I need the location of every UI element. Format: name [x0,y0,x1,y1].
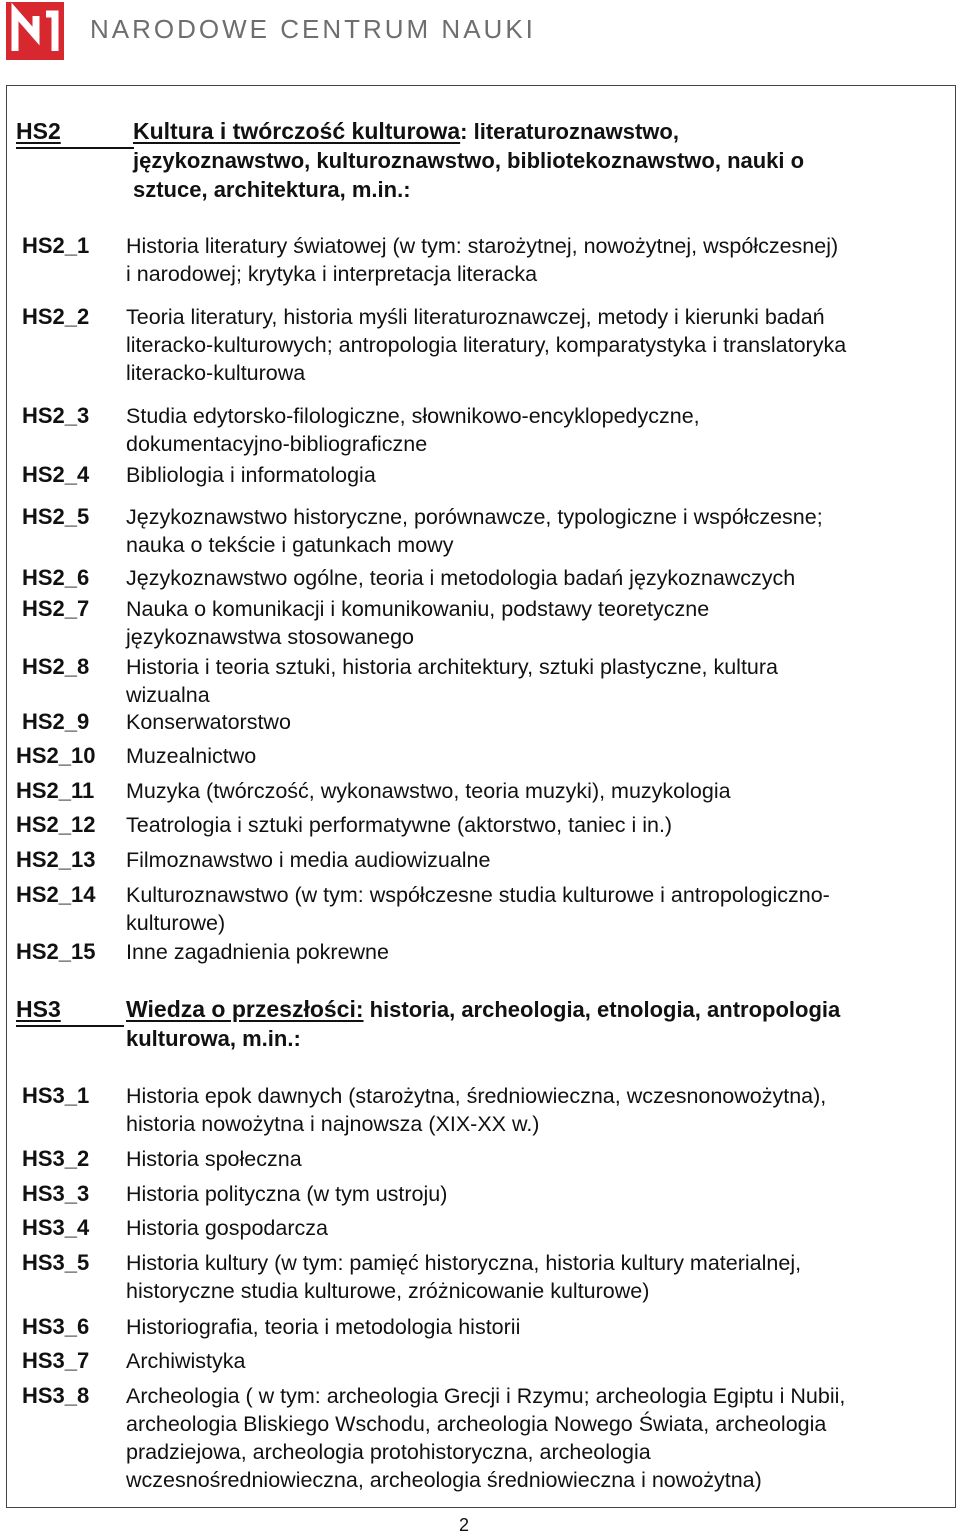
item-code: HS3_1 [22,1083,90,1108]
item-description: Historia literatury światowej (w tym: starożytnej, nowożytnej, współczesnej) i narodowej; krytyka i interpretacja literacka [126,234,839,286]
item-code: HS2_12 [16,812,96,837]
item-description: Historia kultury (w tym: pamięć historyczna, historia kultury materialnej, historyczne studia kulturowe, zróżnicowanie kulturowe) [126,1251,802,1303]
section-title-rest: historia, archeologia, etnologia, antropologia kulturowa, m.in.: [126,997,841,1051]
item-code: HS3_2 [22,1146,90,1171]
item-code: HS2_11 [16,778,95,803]
item-description: Inne zagadnienia pokrewne [126,940,389,964]
section-title [133,117,933,204]
section-title-rest: : literaturoznawstwo, językoznawstwo, kulturoznawstwo, bibliotekoznawstwo, nauki o sztuce, architektura, m.in.: [133,119,805,202]
ncn-logo-icon [6,2,64,60]
section-title [126,995,926,1053]
page-header [0,0,960,70]
item-description: Kulturoznawstwo (w tym: współczesne studia kulturowe i antropologiczno- kulturowe) [126,883,830,935]
item-code: HS2_4 [22,462,90,487]
item-code: HS2_9 [22,709,90,734]
section-title-head: Kultura i twórczość kulturowa [133,118,461,144]
item-description: Filmoznawstwo i media audiowizualne [126,848,491,872]
organization-name: NARODOWE CENTRUM NAUKI [90,14,536,44]
section-title-head: Wiedza o przeszłości: [126,996,364,1022]
item-description: Językoznawstwo historyczne, porównawcze, typologiczne i współczesne; nauka o tekście i gatunkach mowy [126,505,823,557]
item-code: HS3_4 [22,1215,90,1240]
item-description: Muzyka (twórczość, wykonawstwo, teoria muzyki), muzykologia [126,779,731,803]
item-code: HS3_5 [22,1250,90,1275]
item-code: HS2_15 [16,939,96,964]
item-description: Bibliologia i informatologia [126,463,376,487]
item-description: Historia i teoria sztuki, historia architektury, sztuki plastyczne, kultura wizualna [126,655,779,707]
item-code: HS2_14 [16,882,96,907]
item-description: Historia epok dawnych (starożytna, średniowieczna, wczesnonowożytna), historia nowożytna i najnowsza (XIX-XX w.) [126,1084,827,1136]
item-code: HS2_6 [22,565,90,590]
item-code: HS2_10 [16,743,96,768]
item-description: Muzealnictwo [126,744,257,768]
item-code: HS2_13 [16,847,96,872]
section-underline [16,147,134,149]
item-description: Historia społeczna [126,1147,302,1171]
item-description: Studia edytorsko-filologiczne, słownikowo-encyklopedyczne, dokumentacyjno-bibliograficzne [126,404,700,456]
item-description: Konserwatorstwo [126,710,291,734]
item-description: Archiwistyka [126,1349,246,1373]
item-description: Teoria literatury, historia myśli literaturoznawczej, metody i kierunki badań literacko-kulturowych; antropologia literatury, komparatystyka i translatoryka literacko-kulturowa [126,305,847,385]
section-code: HS2 [16,118,61,144]
item-description: Językoznawstwo ogólne, teoria i metodologia badań językoznawczych [126,566,796,590]
item-code: HS2_3 [22,403,90,428]
item-code: HS2_2 [22,304,90,329]
item-code: HS2_7 [22,596,90,621]
item-code: HS2_5 [22,504,90,529]
item-description: Historia polityczna (w tym ustroju) [126,1182,448,1206]
page-number: 2 [458,1515,469,1535]
item-description: Historia gospodarcza [126,1216,328,1240]
item-description: Nauka o komunikacji i komunikowaniu, podstawy teoretyczne językoznawstwa stosowanego [126,597,710,649]
section-code: HS3 [16,996,61,1022]
item-description: Archeologia ( w tym: archeologia Grecji i Rzymu; archeologia Egiptu i Nubii, archeologia Bliskiego Wschodu, archeologia Nowego Świata, archeologia pradziejowa, archeologia protohistoryczna, archeologia wczesnośredniowieczna, archeologia średniowieczna i nowożytna) [126,1384,846,1492]
item-code: HS3_6 [22,1314,90,1339]
item-code: HS2_8 [22,654,90,679]
item-code: HS3_3 [22,1181,90,1206]
section-underline [16,1025,124,1027]
item-description: Teatrologia i sztuki performatywne (aktorstwo, taniec i in.) [126,813,673,837]
item-code: HS3_7 [22,1348,90,1373]
item-code: HS2_1 [22,233,90,258]
item-code: HS3_8 [22,1383,90,1408]
item-description: Historiografia, teoria i metodologia historii [126,1315,521,1339]
